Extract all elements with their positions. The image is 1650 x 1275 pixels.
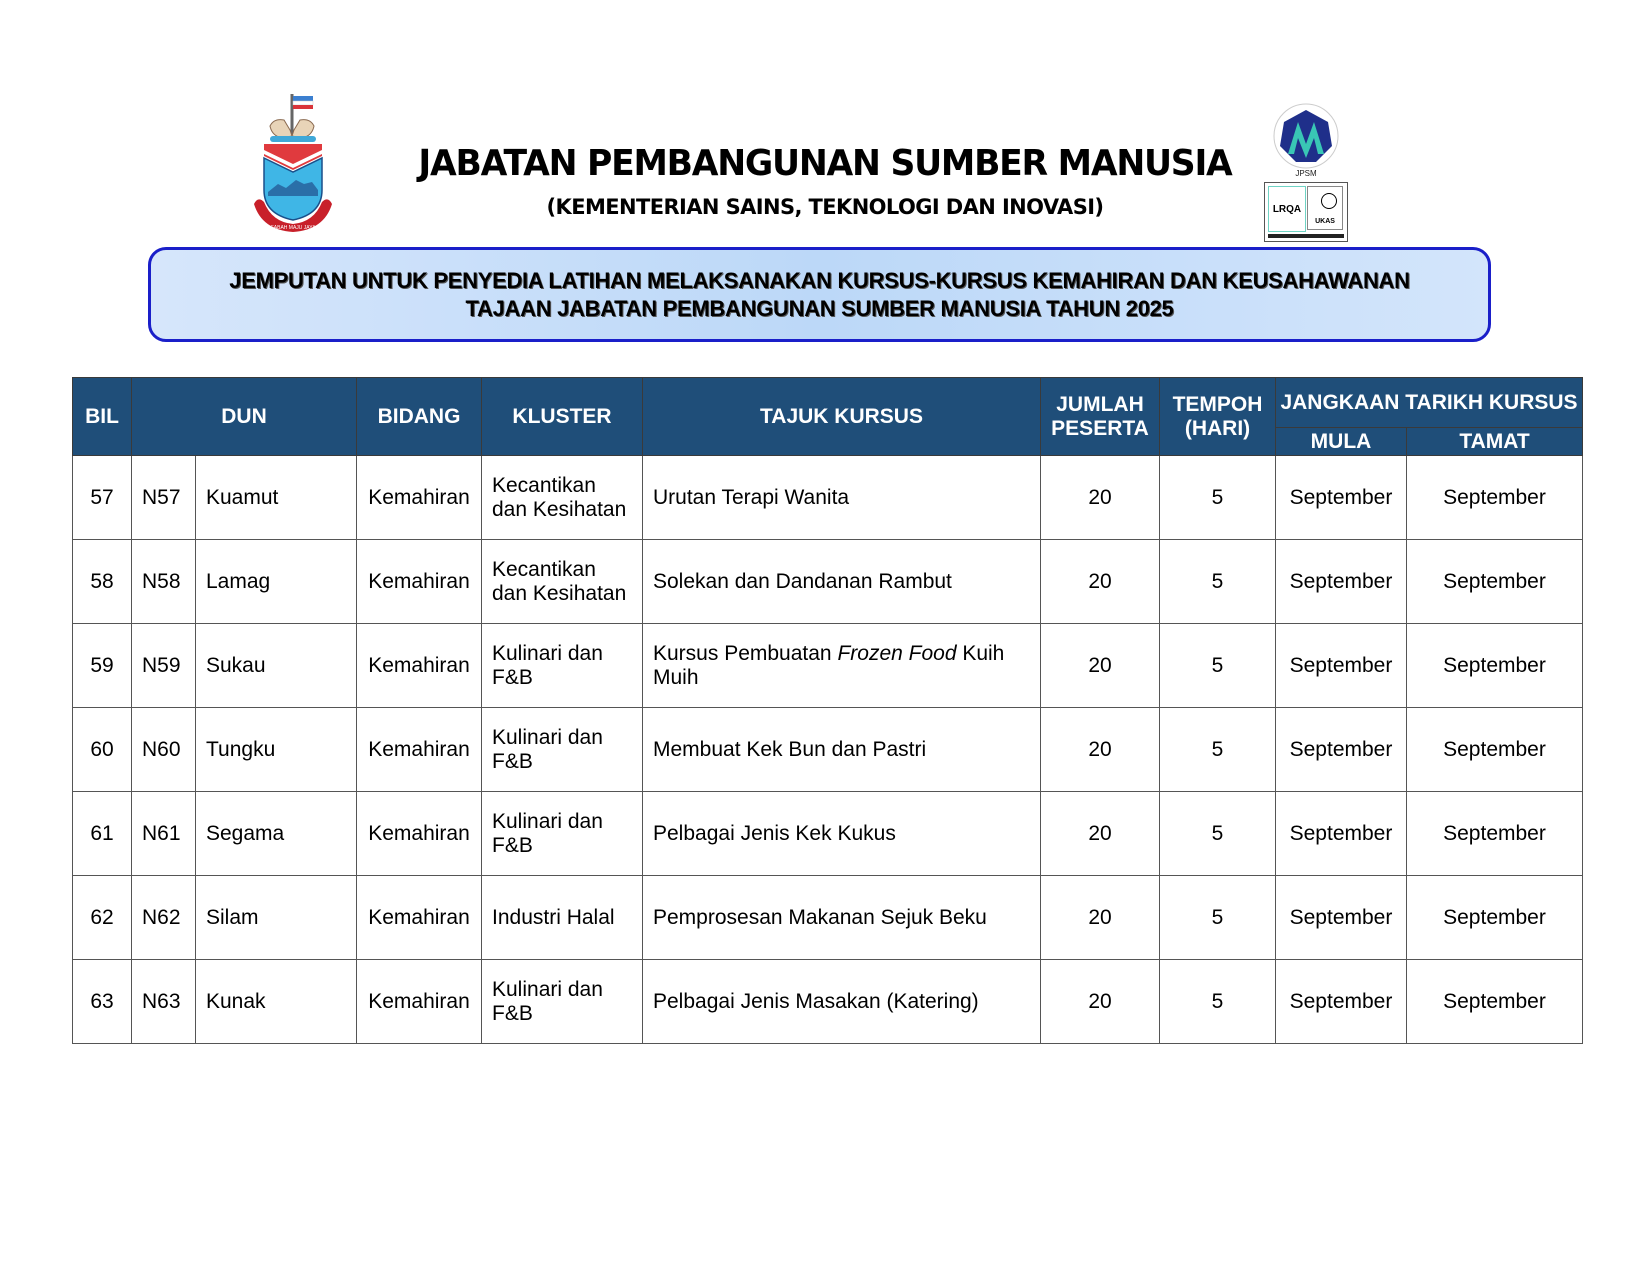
tajuk-text: Urutan Terapi Wanita: [653, 485, 850, 509]
header-tempoh: TEMPOH (HARI): [1160, 378, 1276, 456]
cell-jumlah-peserta: 20: [1041, 960, 1160, 1044]
cell-tempoh: 5: [1160, 792, 1276, 876]
cell-kluster: Kulinari dan F&B: [482, 624, 643, 708]
cell-bidang: Kemahiran: [357, 876, 482, 960]
cell-kluster: Kecantikan dan Kesihatan: [482, 456, 643, 540]
header-tamat: TAMAT: [1407, 428, 1583, 456]
cell-dun-name: Sukau: [196, 624, 357, 708]
cell-tajuk-kursus: [643, 540, 1041, 624]
ukas-label: UKAS: [1307, 186, 1343, 230]
tajuk-italic-text: Frozen Food: [837, 641, 957, 665]
cell-dun-name: Silam: [196, 876, 357, 960]
cell-bidang: Kemahiran: [357, 540, 482, 624]
cell-tajuk-kursus: [643, 960, 1041, 1044]
table-row: [73, 708, 1583, 792]
cell-jumlah-peserta: 20: [1041, 792, 1160, 876]
cell-tempoh: 5: [1160, 456, 1276, 540]
cell-tamat: September: [1407, 960, 1583, 1044]
cell-jumlah-peserta: 20: [1041, 540, 1160, 624]
cell-tajuk-kursus: [643, 792, 1041, 876]
svg-text:SABAH MAJU JAYA: SABAH MAJU JAYA: [270, 225, 316, 231]
header-bidang: BIDANG: [357, 378, 482, 456]
cell-bidang: Kemahiran: [357, 624, 482, 708]
cell-dun-name: Tungku: [196, 708, 357, 792]
cell-kluster: Kulinari dan F&B: [482, 960, 643, 1044]
cell-jumlah-peserta: 20: [1041, 456, 1160, 540]
cell-mula: September: [1276, 456, 1407, 540]
cell-bil: 63: [73, 960, 132, 1044]
cell-dun-code: N63: [132, 960, 196, 1044]
banner-line-1: JEMPUTAN UNTUK PENYEDIA LATIHAN MELAKSANAKAN KURSUS-KURSUS KEMAHIRAN DAN KEUSAHAWANAN: [229, 267, 1410, 293]
cell-bil: 62: [73, 876, 132, 960]
page-subtitle: (KEMENTERIAN SAINS, TEKNOLOGI DAN INOVASI): [546, 195, 1104, 219]
cell-dun-name: Segama: [196, 792, 357, 876]
invitation-banner: [148, 247, 1491, 342]
cell-dun-name: Lamag: [196, 540, 357, 624]
cell-bidang: Kemahiran: [357, 960, 482, 1044]
cell-tamat: September: [1407, 708, 1583, 792]
cell-jumlah-peserta: 20: [1041, 708, 1160, 792]
cell-dun-name: Kunak: [196, 960, 357, 1044]
header-tajuk-kursus: TAJUK KURSUS: [643, 378, 1041, 456]
cell-mula: September: [1276, 792, 1407, 876]
table-row: [73, 540, 1583, 624]
header-bil: BIL: [73, 378, 132, 456]
cell-tempoh: 5: [1160, 876, 1276, 960]
cell-kluster: Kulinari dan F&B: [482, 792, 643, 876]
cell-dun-name: Kuamut: [196, 456, 357, 540]
svg-text:JPSM: JPSM: [1295, 169, 1317, 178]
header-jumlah-peserta: JUMLAH PESERTA: [1041, 378, 1160, 456]
cell-dun-code: N62: [132, 876, 196, 960]
cell-kluster: Kulinari dan F&B: [482, 708, 643, 792]
lrqa-label: LRQA: [1268, 186, 1306, 232]
cell-tajuk-kursus: [643, 456, 1041, 540]
header-jangkaan-tarikh: JANGKAAN TARIKH KURSUS: [1276, 378, 1583, 428]
cell-tamat: September: [1407, 876, 1583, 960]
tajuk-text: Solekan dan Dandanan Rambut: [653, 569, 952, 593]
courses-table: [72, 377, 1583, 1044]
table-row: [73, 960, 1583, 1044]
cell-bil: 58: [73, 540, 132, 624]
cell-kluster: Industri Halal: [482, 876, 643, 960]
cell-tamat: September: [1407, 456, 1583, 540]
tajuk-text-post: Kuih Muih: [653, 641, 1005, 689]
banner-line-2: TAJAAN JABATAN PEMBANGUNAN SUMBER MANUSIA TAHUN 2025: [465, 295, 1174, 321]
cell-mula: September: [1276, 540, 1407, 624]
cell-tamat: September: [1407, 540, 1583, 624]
cell-dun-code: N58: [132, 540, 196, 624]
tajuk-text: Pelbagai Jenis Kek Kukus: [653, 821, 896, 845]
cert-number-bar: [1268, 234, 1344, 238]
cell-bil: 60: [73, 708, 132, 792]
table-row: [73, 456, 1583, 540]
cell-dun-code: N61: [132, 792, 196, 876]
cell-bidang: Kemahiran: [357, 708, 482, 792]
cell-bil: 59: [73, 624, 132, 708]
tajuk-text: Pelbagai Jenis Masakan (Katering): [653, 989, 979, 1013]
cell-tempoh: 5: [1160, 624, 1276, 708]
cell-dun-code: N57: [132, 456, 196, 540]
cell-bidang: Kemahiran: [357, 456, 482, 540]
cell-dun-code: N59: [132, 624, 196, 708]
header-kluster: KLUSTER: [482, 378, 643, 456]
page-title: JABATAN PEMBANGUNAN SUMBER MANUSIA: [418, 143, 1232, 184]
cell-dun-code: N60: [132, 708, 196, 792]
table-row: [73, 792, 1583, 876]
header-dun: DUN: [132, 378, 357, 456]
cell-jumlah-peserta: 20: [1041, 624, 1160, 708]
cell-mula: September: [1276, 960, 1407, 1044]
cell-bil: 61: [73, 792, 132, 876]
cell-tempoh: 5: [1160, 708, 1276, 792]
tajuk-text: Membuat Kek Bun dan Pastri: [653, 737, 927, 761]
cell-bil: 57: [73, 456, 132, 540]
cell-tamat: September: [1407, 792, 1583, 876]
tajuk-text: Kursus Pembuatan: [653, 641, 838, 665]
cell-tamat: September: [1407, 624, 1583, 708]
cell-tempoh: 5: [1160, 540, 1276, 624]
cell-mula: September: [1276, 624, 1407, 708]
cell-jumlah-peserta: 20: [1041, 876, 1160, 960]
cell-kluster: Kecantikan dan Kesihatan: [482, 540, 643, 624]
cell-mula: September: [1276, 876, 1407, 960]
tajuk-text: Pemprosesan Makanan Sejuk Beku: [653, 905, 987, 929]
cell-tajuk-kursus: [643, 708, 1041, 792]
header-mula: MULA: [1276, 428, 1407, 456]
table-row: [73, 876, 1583, 960]
cell-tajuk-kursus: [643, 876, 1041, 960]
cell-tempoh: 5: [1160, 960, 1276, 1044]
cell-mula: September: [1276, 708, 1407, 792]
table-row: [73, 624, 1583, 708]
cell-tajuk-kursus: [643, 624, 1041, 708]
cell-bidang: Kemahiran: [357, 792, 482, 876]
